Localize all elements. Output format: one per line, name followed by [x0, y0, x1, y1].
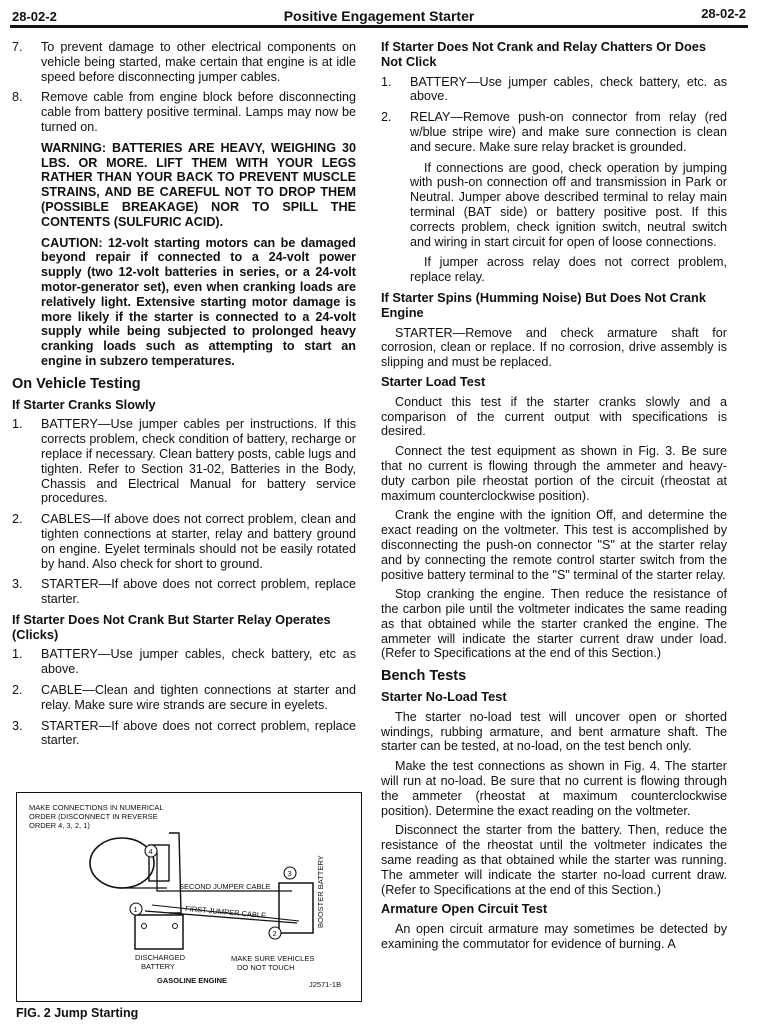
figure-code: J2571-1B [309, 980, 342, 989]
list-number: 1. [12, 647, 23, 662]
discharged-battery-label: BATTERY [141, 962, 175, 971]
list-text: RELAY—Remove push-on connector from relay (red w/blue stripe wire) and make sure connection is clean and secure. Make sure relay bracket is grounded. [410, 110, 727, 154]
connection-marker-1 [130, 903, 142, 915]
list-item [381, 110, 727, 154]
svg-text:2: 2 [272, 929, 277, 938]
subsection-heading: Starter Load Test [381, 373, 486, 389]
right-column [381, 40, 727, 957]
list-item [12, 90, 356, 134]
list-number: 8. [12, 90, 23, 105]
header-page-number-left: 28-02-2 [12, 9, 57, 24]
section-heading: On Vehicle Testing [12, 375, 141, 392]
subsection-heading: If Starter Cranks Slowly [12, 396, 156, 412]
header-rule [10, 25, 748, 28]
jump-starting-figure [16, 792, 362, 1002]
list-item [12, 683, 356, 713]
first-cable-label: FIRST JUMPER CABLE [184, 904, 267, 921]
figure-instruction-line: MAKE CONNECTIONS IN NUMERICAL [29, 803, 164, 812]
list-number: 7. [12, 40, 23, 54]
figure-instruction-line: ORDER 4, 3, 2, 1) [29, 821, 90, 830]
subsection-heading: If Starter Spins (Humming Noise) But Does Not Crank Engine [381, 289, 706, 320]
discharged-battery-label: DISCHARGED [135, 953, 186, 962]
list-number: 2. [12, 683, 23, 698]
list-item [12, 719, 356, 749]
second-cable-label: SECOND JUMPER CABLE [179, 882, 271, 891]
engine-label: GASOLINE ENGINE [157, 976, 228, 985]
figure-caption: FIG. 2 Jump Starting [16, 1006, 139, 1020]
list-text: STARTER—If above does not correct problem, replace starter. [41, 577, 356, 607]
list-text: Remove cable from engine block before disconnecting cable from battery positive terminal. Lamps may now be turned on. [41, 90, 356, 134]
make-sure-note: MAKE SURE VEHICLES [231, 954, 315, 963]
connection-marker-3 [284, 867, 296, 879]
connection-marker-4 [145, 845, 157, 857]
subsection-heading: If Starter Does Not Crank But Starter Relay Operates (Clicks) [12, 611, 331, 642]
connection-marker-2 [269, 927, 281, 939]
paragraph: If jumper across relay does not correct problem, replace relay. [410, 255, 727, 285]
svg-text:4: 4 [148, 847, 153, 856]
list-item [12, 512, 356, 571]
caution-note: CAUTION: 12-volt starting motors can be damaged beyond repair if connected to a 24-volt power supply (two 12-volt batteries in series, or a 24-volt motor-generator set), even when cranking loads are relatively light. Extensive starting motor damage is more likely if the starter is connected to a 24-volt supply while being subjected to prolonged heavy cranking loads such as attempting to start an engine in subzero temperatures. [41, 235, 356, 368]
list-text: BATTERY—Use jumper cables, check battery, etc. as above. [410, 74, 727, 104]
list-number: 1. [12, 417, 23, 432]
subsection-heading: Armature Open Circuit Test [381, 901, 548, 917]
left-column [12, 40, 356, 754]
list-number: 2. [381, 110, 392, 125]
battery-post-shape [142, 924, 147, 929]
section-heading: Bench Tests [381, 668, 467, 685]
svg-text:1: 1 [133, 905, 138, 914]
paragraph: Crank the engine with the ignition Off, and determine the exact reading on the voltmeter. This test is accomplished by disconnecting the push-on connector "S" at the starter relay and by connecting the remote control starter switch from the positive battery terminal to the "S" terminal of the starter relay. [381, 508, 727, 582]
list-text: CABLES—If above does not correct problem, clean and tighten connections at starter, relay and battery ground on engine. Eyelet terminals should not be easily rotated by hand. Also check for short to ground. [41, 512, 356, 571]
list-number: 3. [12, 577, 23, 592]
list-number: 2. [12, 512, 23, 527]
list-item [12, 40, 356, 84]
header-title: Positive Engagement Starter [283, 8, 475, 24]
battery-post-shape [173, 924, 178, 929]
list-text: CABLE—Clean and tighten connections at starter and relay. Make sure wire strands are secure in eyelets. [41, 683, 356, 712]
discharged-battery-shape [135, 915, 183, 949]
figure-instruction-line: ORDER (DISCONNECT IN REVERSE [29, 812, 158, 821]
header-page-number-right: 28-02-2 [701, 6, 746, 21]
warning-note: WARNING: BATTERIES ARE HEAVY, WEIGHING 30 LBS. OR MORE. LIFT THEM WITH YOUR LEGS RATHER THAN YOUR BACK TO PREVENT MUSCLE STRAINS, AND BE CAREFUL NOT TO DROP THEM (POSSIBLE BREAKAGE) NOR TO SPILL THE CONTENTS (SULFURIC ACID). [41, 140, 356, 229]
list-text: BATTERY—Use jumper cables per instructions. If this corrects problem, check condition of battery, recharge or replace if necessary. Clean battery posts, cable lugs and tighten. Refer to Section 31-02, Batteries in the Body, Chassis and Electrical Manual for battery service procedures. [41, 417, 356, 506]
list-item [381, 75, 727, 105]
starter-motor-shape [90, 838, 154, 888]
paragraph: An open circuit armature may sometimes be detected by examining the commutator for evidence of burning. A [381, 922, 727, 952]
list-item [12, 417, 356, 506]
paragraph: Stop cranking the engine. Then reduce the resistance of the carbon pile until the voltmeter indicates the same reading as that obtained while the starter cranked the engine. The ammeter will indicate the starter current draw under load. (Refer to Specifications at the end of this Section.) [381, 587, 727, 661]
paragraph: Conduct this test if the starter cranks slowly and a comparison of the current output with specifications is desired. [381, 394, 727, 439]
paragraph: STARTER—Remove and check armature shaft for corrosion, clean or replace. If no corrosion, drive assembly is slipping and must be replaced. [381, 325, 727, 370]
booster-battery-label: BOOSTER BATTERY [316, 855, 325, 928]
paragraph: If connections are good, check operation by jumping with push-on connection off and transmission in Park or Neutral. Jumper above described terminal to relay main terminal (BAT side) or battery positive post. If this corrects problem, check ignition switch, neutral switch and wiring in start circuit for open of loose connections. [410, 160, 727, 249]
paragraph: Make the test connections as shown in Fig. 4. The starter will run at no-load. Be sure that no current is flowing through the ammeter (rheostat at maximum counterclockwise position). Determine the exact reading on the voltmeter. [381, 759, 727, 818]
list-item [12, 577, 356, 607]
list-text: To prevent damage to other electrical components on vehicle being started, make certain that engine is at idle speed before disconnecting jumper cables. [41, 40, 356, 84]
jump-starting-diagram [17, 793, 361, 1001]
paragraph: Connect the test equipment as shown in Fig. 3. Be sure that no current is flowing through the ammeter and heavy-duty carbon pile rheostat portion of the circuit (rheostat at maximum counterclockwise position). [381, 444, 727, 503]
subsection-heading: Starter No-Load Test [381, 689, 507, 705]
paragraph: Disconnect the starter from the battery. Then, reduce the resistance of the rheostat until the voltmeter indicates the same reading as that obtained while the starter was running. The ammeter will indicate the starter no-load current draw. (Refer to Specifications at the end of this Section.) [381, 823, 727, 897]
svg-text:3: 3 [287, 869, 292, 878]
list-number: 3. [12, 718, 23, 733]
list-number: 1. [381, 74, 392, 89]
paragraph: The starter no-load test will uncover open or shorted windings, rubbing armature, and bent armature shaft. The starter can be tested, at no-load, on the test bench only. [381, 709, 727, 754]
subsection-heading: If Starter Does Not Crank and Relay Chatters Or Does Not Click [381, 39, 706, 69]
list-text: BATTERY—Use jumper cables, check battery, etc as above. [41, 647, 356, 677]
make-sure-note: DO NOT TOUCH [237, 963, 295, 972]
engine-bracket-shape [169, 833, 181, 913]
list-item [12, 647, 356, 677]
list-text: STARTER—If above does not correct problem, replace starter. [41, 718, 356, 748]
page-header [10, 6, 748, 26]
